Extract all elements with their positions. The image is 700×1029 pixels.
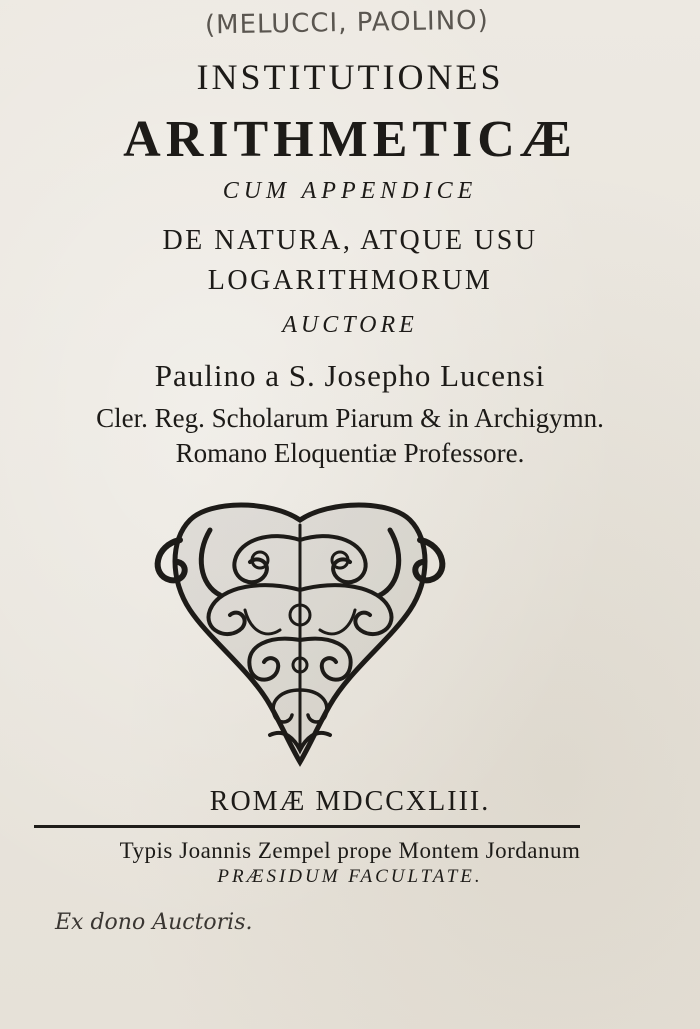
author-role-line-2: Romano Eloquentiæ Professore. [175,438,525,468]
title-line-2: ARITHMETICÆ [123,111,577,168]
imprint-divider [34,825,580,828]
subtitle-line-2: DE NATURA, ATQUE USU [162,225,538,256]
title-line-1: INSTITUTIONES [196,57,504,97]
author-label: AUCTORE [282,312,418,338]
author-name: Paulino a S. Josepho Lucensi [154,358,546,393]
author-role-line-1: Cler. Reg. Scholarum Piarum & in Archigymn. [96,403,604,433]
owner-annotation: (MELUCCI, PAOLINO) [204,5,490,41]
dedication-annotation: Ex dono Auctoris. [55,910,253,935]
permission-line: PRÆSIDUM FACULTATE. [217,866,483,887]
imprint-place-date: ROMÆ MDCCXLIII. [209,786,491,817]
printer-line: Typis Joannis Zempel prope Montem Jordanum [119,838,581,863]
subtitle-line-1: CUM APPENDICE [222,178,478,204]
printers-ornament-icon [150,500,450,768]
subtitle-line-3: LOGARITHMORUM [207,265,493,296]
